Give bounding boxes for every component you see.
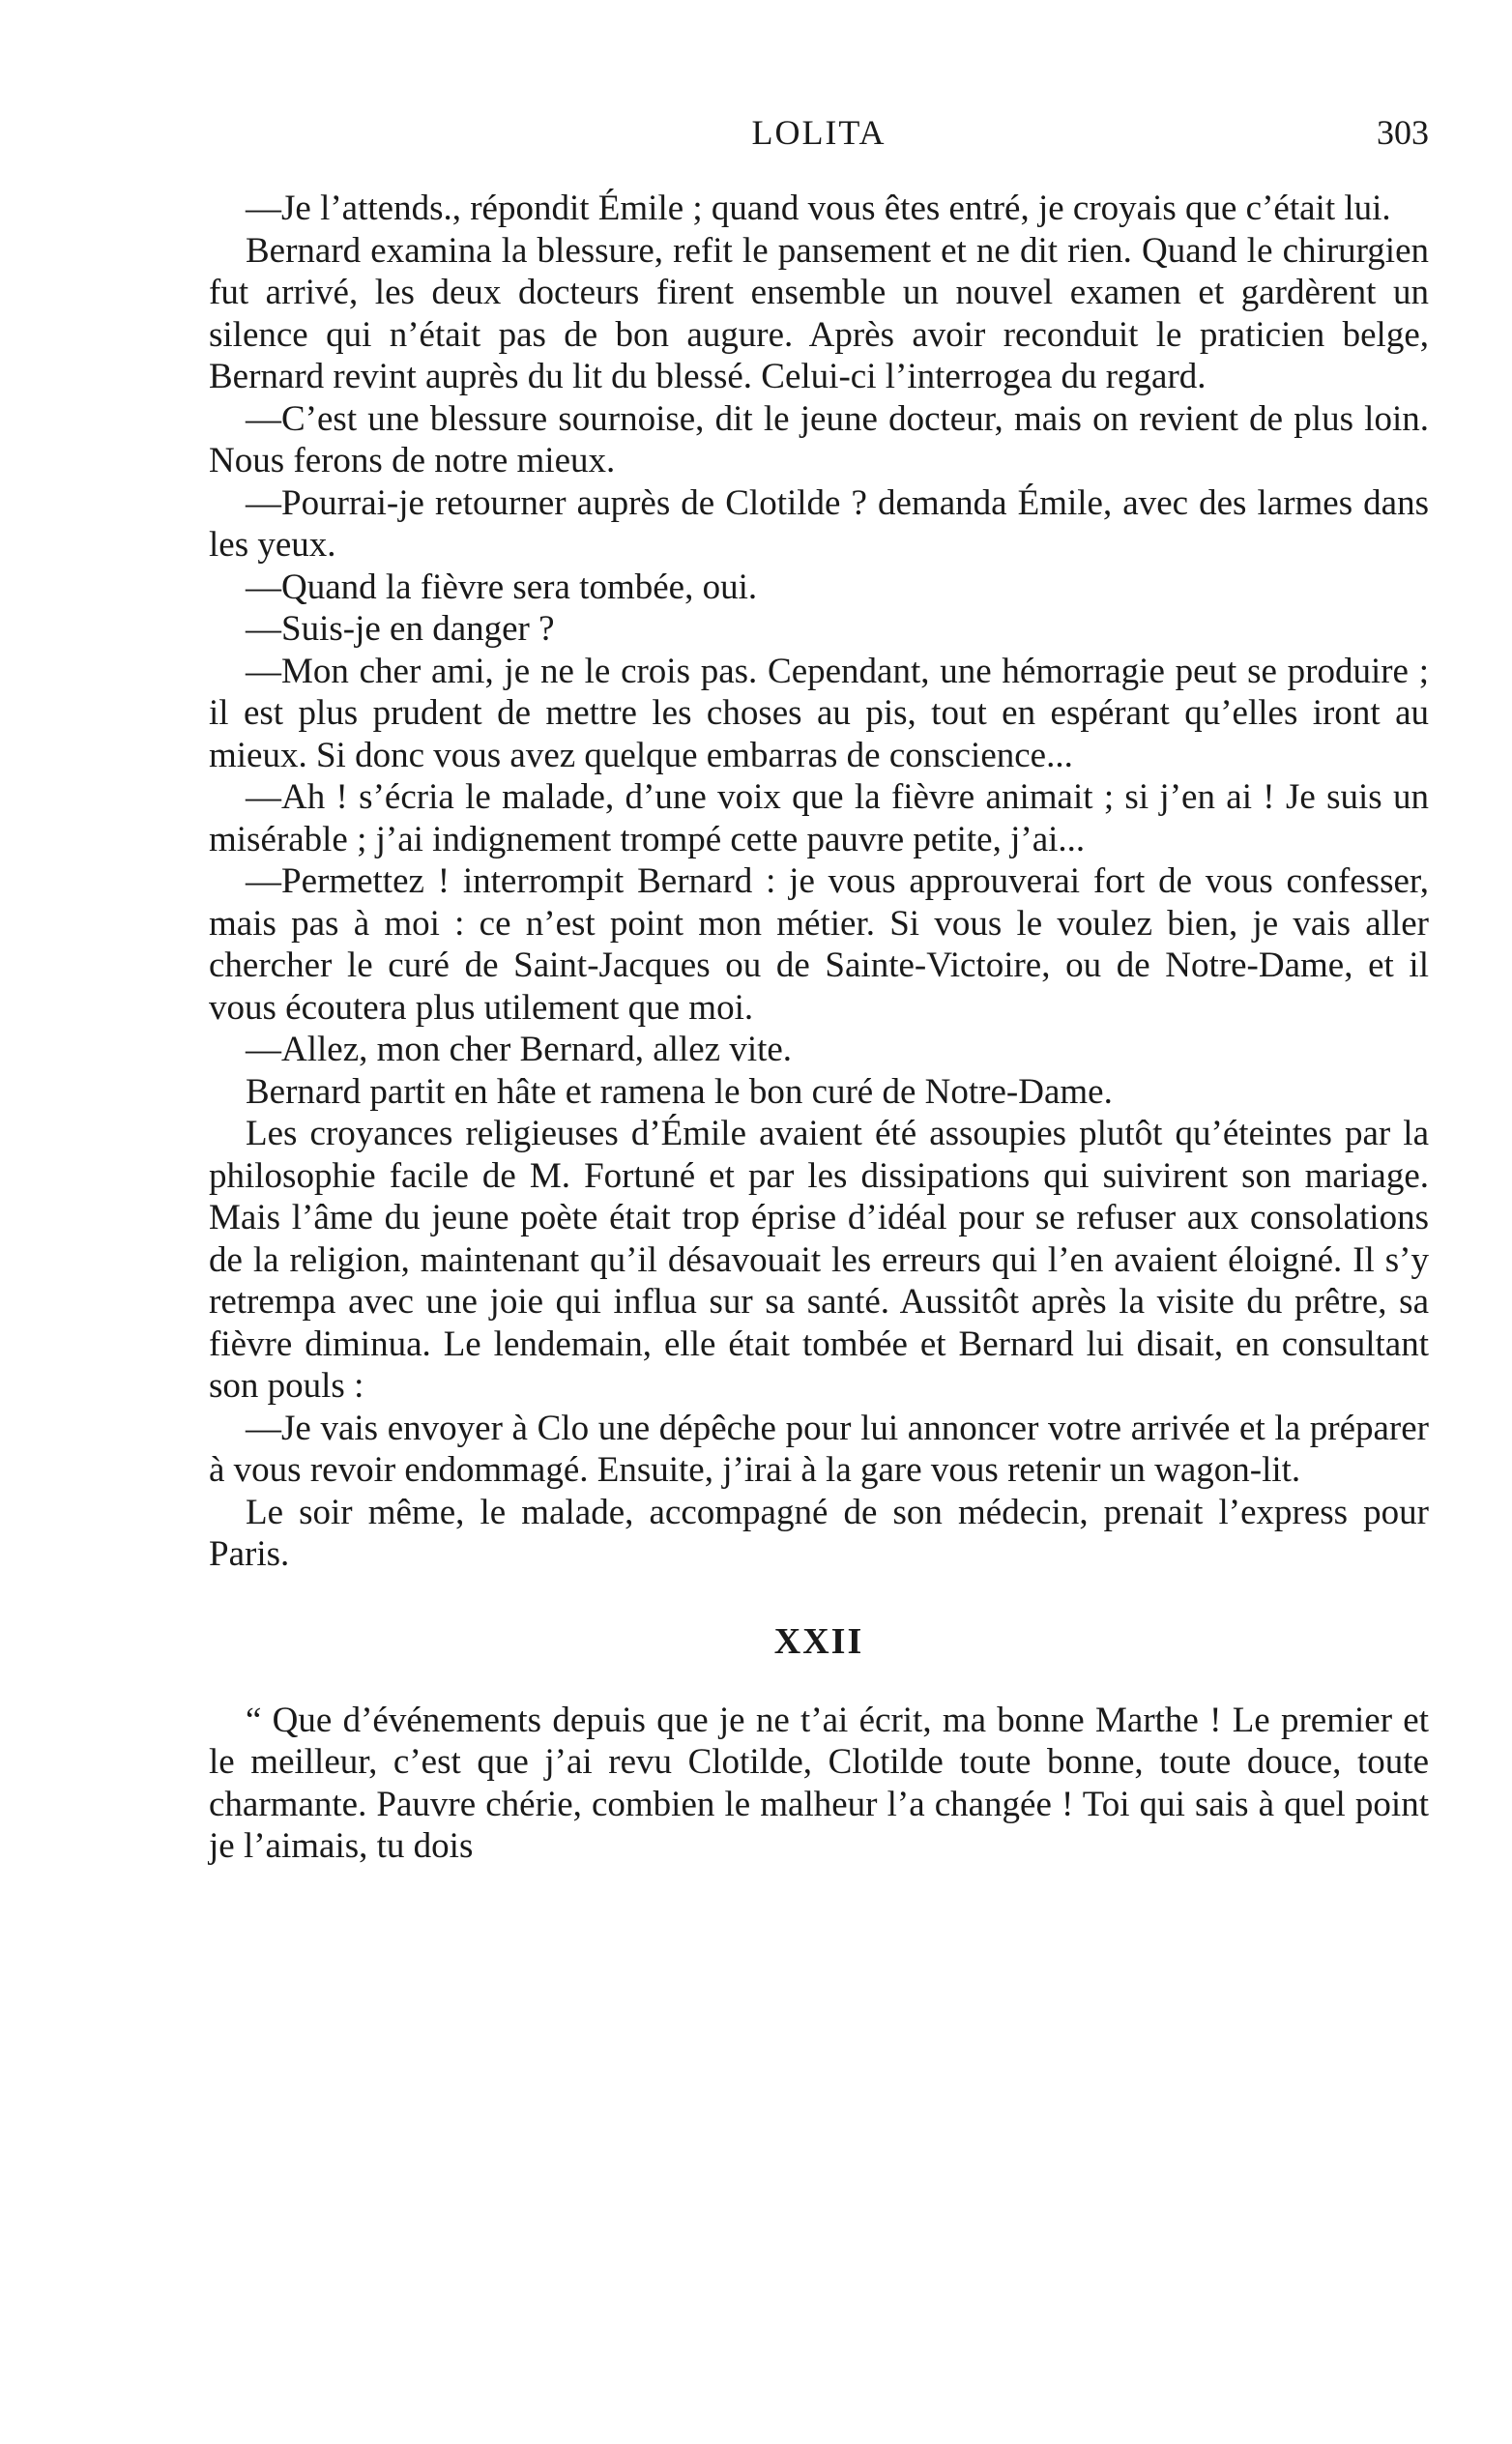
paragraph: —Permettez ! interrompit Bernard : je vous approuverai fort de vous confesser, mais pas à moi : ce n’est point mon métier. Si vous le voulez bien, je vais aller chercher le curé de Saint-Jacques ou de Sainte-Victoire, ou de Notre-Dame, et il vous écoutera plus utilement que moi.: [209, 861, 1429, 1028]
paragraph: Le soir même, le malade, accompagné de son médecin, prenait l’express pour Paris.: [209, 1492, 1429, 1574]
chapter-heading: XXII: [773, 1620, 864, 1662]
paragraph: —Allez, mon cher Bernard, allez vite.: [246, 1030, 793, 1069]
page-number: 303: [1377, 113, 1429, 152]
running-title: LOLITA: [751, 113, 887, 152]
paragraph: “ Que d’événements depuis que je ne t’ai écrit, ma bonne Marthe ! Le premier et le meilleur, c’est que j’ai revu Clotilde, Clotilde toute bonne, toute douce, toute charmante. Pauvre chérie, combien le malheur l’a changée ! Toi qui sais à quel point je l’aimais, tu dois: [209, 1700, 1429, 1866]
running-header: [209, 108, 1429, 157]
paragraph: —Je vais envoyer à Clo une dépêche pour lui annoncer votre arrivée et la préparer à vous revoir endommagé. Ensuite, j’irai à la gare vous retenir un wagon-lit.: [209, 1408, 1429, 1490]
paragraph: —C’est une blessure sournoise, dit le jeune docteur, mais on revient de plus loin. Nous ferons de notre mieux.: [209, 398, 1429, 480]
paragraph: —Ah ! s’écria le malade, d’une voix que la fièvre animait ; si j’en ai ! Je suis un misérable ; j’ai indignement trompé cette pauvre petite, j’ai...: [209, 777, 1429, 859]
paragraph: —Suis-je en danger ?: [246, 609, 555, 649]
paragraph: Les croyances religieuses d’Émile avaient été assoupies plutôt qu’éteintes par la philosophie facile de M. Fortuné et par les dissipations qui suivirent son mariage. Mais l’âme du jeune poète était trop éprise d’idéal pour se refuser aux consolations de la religion, maintenant qu’il désavouait les erreurs qui l’en avaient éloigné. Il s’y retrempa avec une joie qui influa sur sa santé. Aussitôt après la visite du prêtre, sa fièvre diminua. Le lendemain, elle était tombée et Bernard lui disait, en consultant son pouls :: [209, 1114, 1429, 1406]
body-text: [209, 188, 1429, 1868]
paragraph: —Je l’attends., répondit Émile ; quand vous êtes entré, je croyais que c’était lui.: [246, 189, 1391, 228]
paragraph: —Quand la fièvre sera tombée, oui.: [246, 567, 758, 607]
paragraph: Bernard examina la blessure, refit le pansement et ne dit rien. Quand le chirurgien fut arrivé, les deux docteurs firent ensemble un nouvel examen et gardèrent un silence qui n’était pas de bon augure. Après avoir reconduit le praticien belge, Bernard revint auprès du lit du blessé. Celui-ci l’interrogea du regard.: [209, 230, 1429, 396]
paragraph: Bernard partit en hâte et ramena le bon curé de Notre-Dame.: [246, 1071, 1113, 1112]
paragraph: —Pourrai-je retourner auprès de Clotilde ? demanda Émile, avec des larmes dans les yeux.: [209, 482, 1429, 565]
paragraph: —Mon cher ami, je ne le crois pas. Cependant, une hémorragie peut se produire ; il est plus prudent de mettre les choses au pis, tout en espérant qu’elles iront au mieux. Si donc vous avez quelque embarras de conscience...: [209, 651, 1429, 775]
